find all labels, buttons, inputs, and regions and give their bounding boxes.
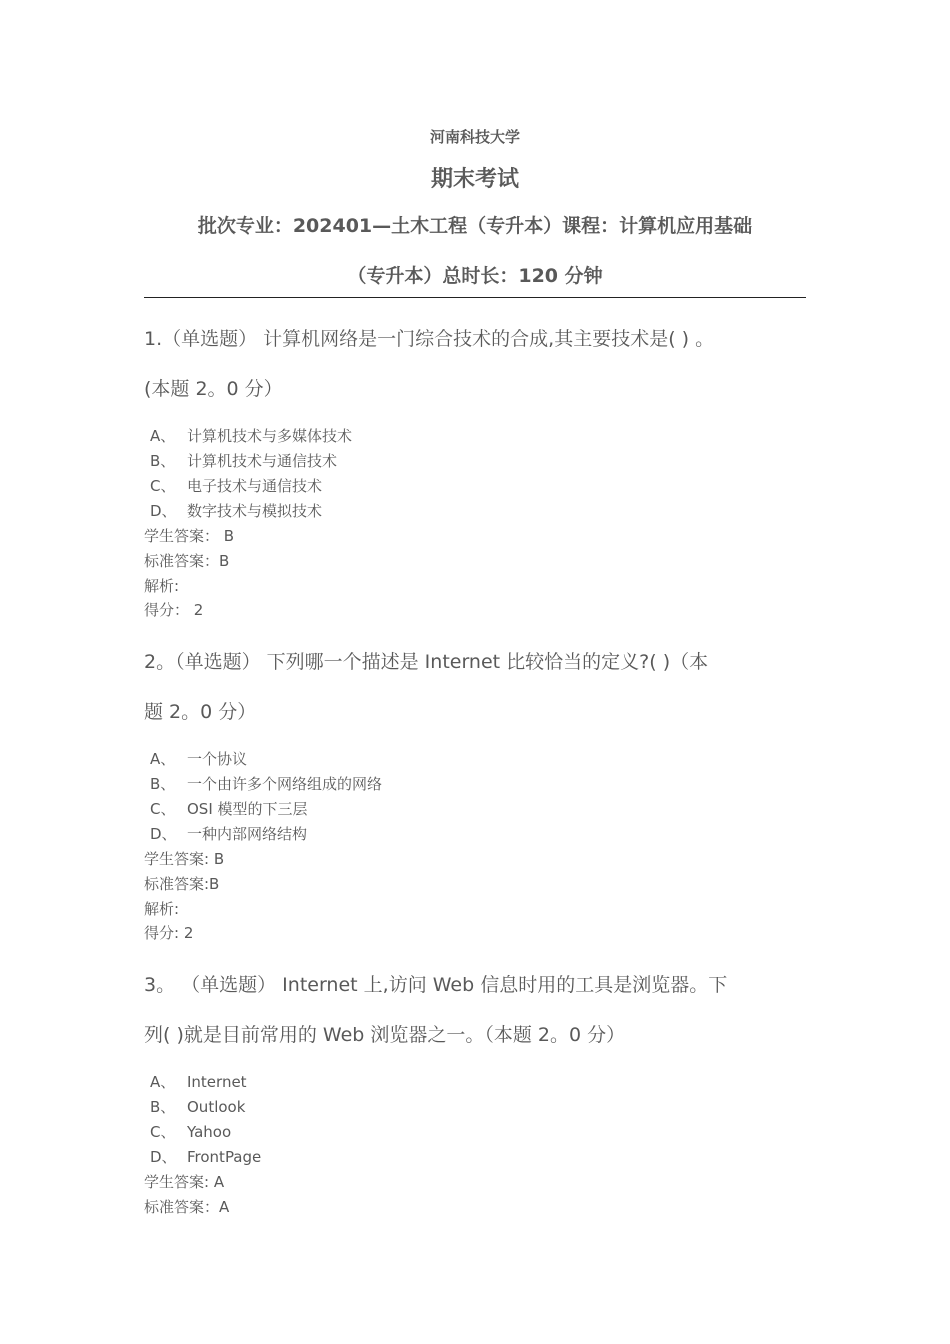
option-key: C、	[150, 800, 176, 818]
question-3-option-a	[150, 1071, 247, 1092]
question-1-option-d	[150, 500, 322, 521]
question-2-option-c	[150, 798, 308, 819]
question-3-standard-answer: 标准答案：A	[144, 1198, 230, 1216]
option-key: C、	[150, 477, 176, 495]
question-1-option-c	[150, 475, 322, 496]
question-2-student-answer: 学生答案: B	[144, 850, 225, 868]
batch-info-line-2: （专升本）总时长：120 分钟	[347, 265, 603, 287]
option-text: 一个由许多个网络组成的网络	[187, 775, 383, 793]
question-3-text-line-1: 3。 （单选题） Internet 上,访问 Web 信息时用的工具是浏览器。下	[144, 974, 728, 996]
question-1-analysis: 解析:	[144, 577, 180, 595]
option-key: C、	[150, 1123, 176, 1141]
option-key: A、	[150, 1073, 176, 1091]
exam-title: 期末考试	[430, 167, 519, 192]
question-1-option-b	[150, 450, 337, 471]
question-1-option-a	[150, 425, 352, 446]
header-divider	[144, 297, 806, 298]
option-text: 一个协议	[187, 750, 248, 768]
question-3-option-c	[150, 1121, 231, 1142]
option-key: B、	[150, 1098, 176, 1116]
question-2-text-line-1: 2。（单选题） 下列哪一个描述是 Internet 比较恰当的定义?( )（本	[144, 651, 709, 673]
option-text: Yahoo	[187, 1123, 232, 1141]
option-key: A、	[150, 750, 176, 768]
question-1-score: 得分： 2	[144, 601, 204, 619]
option-text: 数字技术与模拟技术	[187, 502, 323, 520]
option-key: D、	[150, 502, 177, 520]
question-2-text-line-2: 题 2。0 分）	[144, 701, 257, 723]
option-key: A、	[150, 427, 176, 445]
question-3-text-line-2: 列( )就是目前常用的 Web 浏览器之一。（本题 2。0 分）	[144, 1024, 626, 1046]
question-3-option-d	[150, 1146, 261, 1167]
option-text: 电子技术与通信技术	[187, 477, 323, 495]
question-2-standard-answer: 标准答案:B	[144, 875, 220, 893]
question-3-student-answer: 学生答案: A	[144, 1173, 225, 1191]
option-text: Internet	[187, 1073, 247, 1091]
option-key: D、	[150, 1148, 177, 1166]
option-key: B、	[150, 452, 176, 470]
school-name: 河南科技大学	[429, 128, 520, 146]
question-2-analysis: 解析:	[144, 900, 180, 918]
option-text: 计算机技术与通信技术	[187, 452, 338, 470]
question-2-option-b	[150, 773, 382, 794]
option-text: OSI 模型的下三层	[187, 800, 308, 818]
option-key: D、	[150, 825, 177, 843]
question-1-text-line-1: 1.（单选题） 计算机网络是一门综合技术的合成,其主要技术是( ) 。	[144, 328, 715, 350]
option-text: 计算机技术与多媒体技术	[187, 427, 353, 445]
option-key: B、	[150, 775, 176, 793]
question-2-option-a	[150, 748, 247, 769]
question-2-option-d	[150, 823, 307, 844]
question-3-option-b	[150, 1096, 245, 1117]
option-text: Outlook	[187, 1098, 246, 1116]
question-1-standard-answer: 标准答案：B	[144, 552, 230, 570]
question-2-score: 得分: 2	[144, 924, 194, 942]
option-text: 一种内部网络结构	[187, 825, 308, 843]
batch-info-line-1: 批次专业：202401—土木工程（专升本）课程：计算机应用基础	[197, 215, 753, 237]
question-1-student-answer: 学生答案： B	[144, 527, 235, 545]
question-1-text-line-2: (本题 2。0 分）	[144, 378, 283, 400]
option-text: FrontPage	[187, 1148, 262, 1166]
